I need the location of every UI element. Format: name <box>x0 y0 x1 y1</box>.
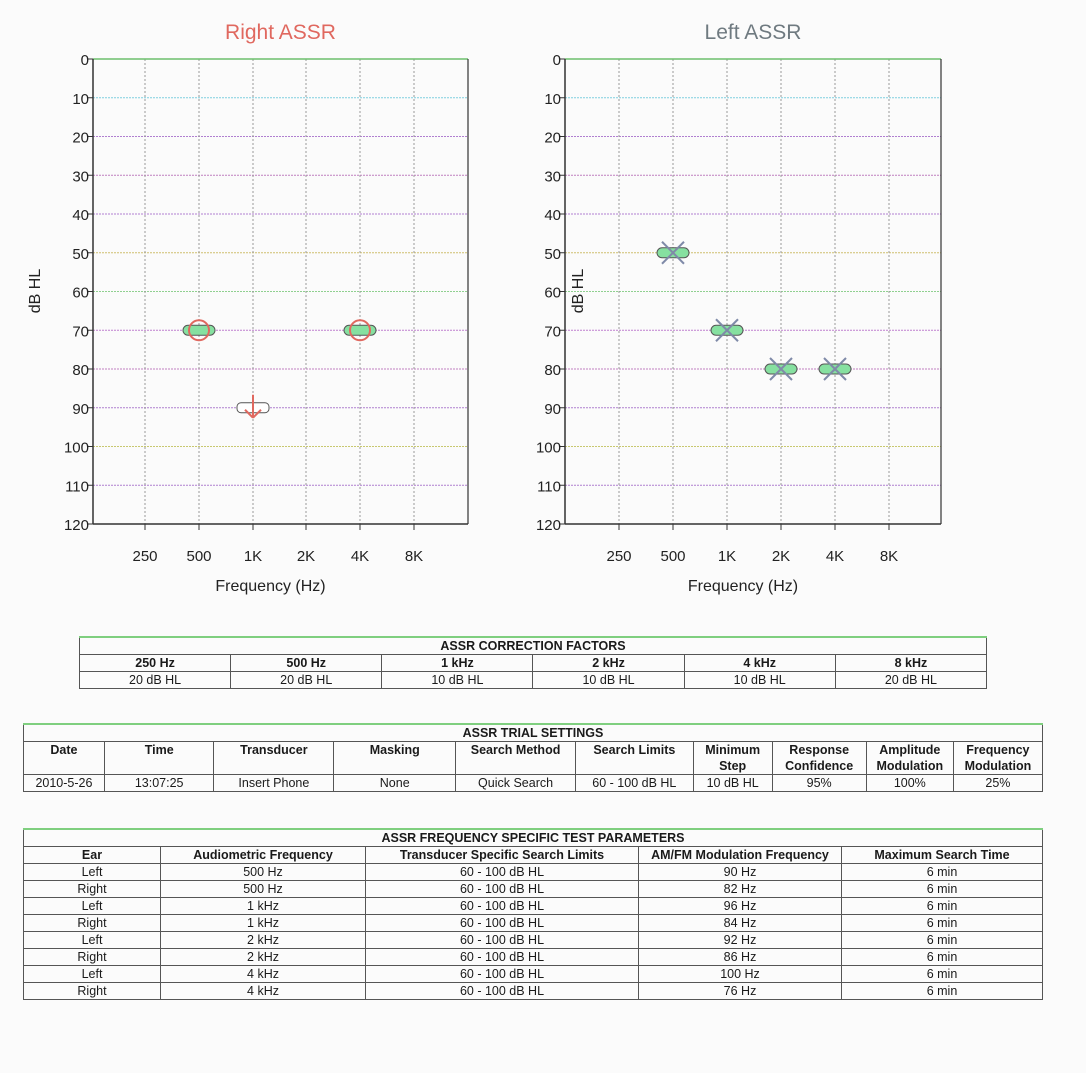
chart-title: Left ASSR <box>704 21 802 44</box>
params-cell: 500 Hz <box>161 864 366 881</box>
params-cell: 86 Hz <box>639 949 842 966</box>
y-tick-label: 20 <box>72 129 89 147</box>
y-tick-label: 70 <box>72 323 89 341</box>
correction-value: 20 dB HL <box>231 672 382 689</box>
y-tick-label: 40 <box>544 207 561 224</box>
params-cell: 60 - 100 dB HL <box>366 898 639 915</box>
x-tick-label: 2K <box>296 548 316 565</box>
trial-settings-table <box>23 723 1043 792</box>
params-header: AM/FM Modulation Frequency <box>639 847 842 864</box>
correction-header: 4 kHz <box>684 655 835 672</box>
trial-header: Search Method <box>456 742 576 775</box>
trial-header: Date <box>24 742 105 775</box>
y-tick-label: 90 <box>544 400 561 418</box>
params-cell: 90 Hz <box>639 864 842 881</box>
correction-factors-table <box>79 636 987 689</box>
params-header: Ear <box>24 847 161 864</box>
params-cell: 6 min <box>842 983 1043 1000</box>
params-cell: 6 min <box>842 949 1043 966</box>
y-tick-label: 120 <box>63 517 89 534</box>
params-cell: 84 Hz <box>639 915 842 932</box>
y-axis-label: dB HL <box>570 268 587 314</box>
params-cell: Right <box>24 915 161 932</box>
correction-value: 10 dB HL <box>533 672 684 689</box>
params-cell: 4 kHz <box>161 983 366 1000</box>
correction-header: 250 Hz <box>80 655 231 672</box>
trial-header: Search Limits <box>575 742 693 775</box>
y-tick-label: 110 <box>537 478 561 496</box>
trial-header: Minimum Step <box>693 742 772 775</box>
left-assr-audiogram <box>535 0 1086 610</box>
correction-value: 20 dB HL <box>80 672 231 689</box>
correction-header: 2 kHz <box>533 655 684 672</box>
x-tick-label: 500 <box>186 548 212 565</box>
trial-value: 60 - 100 dB HL <box>575 775 693 792</box>
data-point-bar <box>344 325 376 335</box>
table-row <box>24 915 1043 932</box>
y-tick-label: 60 <box>544 284 561 302</box>
params-cell: Left <box>24 898 161 915</box>
table-row <box>24 983 1043 1000</box>
params-cell: 82 Hz <box>639 881 842 898</box>
y-tick-label: 100 <box>535 439 561 457</box>
y-tick-label: 50 <box>72 245 89 263</box>
params-cell: 96 Hz <box>639 898 842 915</box>
correction-value: 20 dB HL <box>835 672 986 689</box>
trial-header: Response Confidence <box>772 742 866 775</box>
table-row <box>24 949 1043 966</box>
trial-header: Amplitude Modulation <box>866 742 953 775</box>
y-tick-label: 100 <box>63 439 89 457</box>
params-cell: Right <box>24 983 161 1000</box>
params-cell: 60 - 100 dB HL <box>366 915 639 932</box>
params-cell: 1 kHz <box>161 915 366 932</box>
y-tick-label: 50 <box>544 245 561 263</box>
params-cell: 92 Hz <box>639 932 842 949</box>
correction-header: 8 kHz <box>835 655 986 672</box>
params-cell: 6 min <box>842 966 1043 983</box>
params-cell: 4 kHz <box>161 966 366 983</box>
data-point-bar <box>183 325 215 335</box>
params-cell: 1 kHz <box>161 898 366 915</box>
params-header: Audiometric Frequency <box>161 847 366 864</box>
trial-value: 13:07:25 <box>104 775 214 792</box>
params-cell: Left <box>24 932 161 949</box>
params-cell: 6 min <box>842 898 1043 915</box>
params-cell: 2 kHz <box>161 949 366 966</box>
x-tick-label: 500 <box>660 548 686 565</box>
correction-factors-title: ASSR CORRECTION FACTORS <box>80 637 987 655</box>
trial-header: Frequency Modulation <box>953 742 1042 775</box>
params-cell: 6 min <box>842 881 1043 898</box>
trial-value: Insert Phone <box>214 775 334 792</box>
trial-header: Time <box>104 742 214 775</box>
y-axis-label: dB HL <box>27 268 44 314</box>
y-tick-label: 40 <box>72 207 89 224</box>
y-tick-label: 0 <box>552 52 561 69</box>
params-cell: 60 - 100 dB HL <box>366 932 639 949</box>
params-cell: Left <box>24 966 161 983</box>
params-cell: Right <box>24 881 161 898</box>
trial-value: 100% <box>866 775 953 792</box>
table-row <box>24 898 1043 915</box>
params-cell: 6 min <box>842 915 1043 932</box>
trial-value: 10 dB HL <box>693 775 772 792</box>
correction-value: 10 dB HL <box>684 672 835 689</box>
params-cell: 76 Hz <box>639 983 842 1000</box>
trial-value: 25% <box>953 775 1042 792</box>
correction-header: 500 Hz <box>231 655 382 672</box>
params-cell: 2 kHz <box>161 932 366 949</box>
x-tick-label: 1K <box>717 548 737 565</box>
correction-header: 1 kHz <box>382 655 533 672</box>
x-tick-label: 8K <box>404 548 424 565</box>
params-cell: 6 min <box>842 932 1043 949</box>
params-cell: 500 Hz <box>161 881 366 898</box>
trial-value: 2010-5-26 <box>24 775 105 792</box>
params-cell: Right <box>24 949 161 966</box>
table-row <box>24 932 1043 949</box>
correction-value: 10 dB HL <box>382 672 533 689</box>
params-cell: 100 Hz <box>639 966 842 983</box>
params-cell: 60 - 100 dB HL <box>366 881 639 898</box>
trial-value: Quick Search <box>456 775 576 792</box>
x-tick-label: 2K <box>771 548 791 565</box>
x-tick-label: 4K <box>825 548 845 565</box>
params-header: Transducer Specific Search Limits <box>366 847 639 864</box>
params-cell: 60 - 100 dB HL <box>366 983 639 1000</box>
x-tick-label: 250 <box>606 548 632 565</box>
y-tick-label: 120 <box>535 517 561 534</box>
trial-header: Transducer <box>214 742 334 775</box>
y-tick-label: 110 <box>65 478 89 496</box>
test-parameters-table <box>23 828 1043 1000</box>
x-axis-label: Frequency (Hz) <box>215 578 326 595</box>
table-row <box>24 881 1043 898</box>
y-tick-label: 30 <box>72 168 89 186</box>
trial-value: 95% <box>772 775 866 792</box>
y-tick-label: 20 <box>544 129 561 147</box>
trial-settings-title: ASSR TRIAL SETTINGS <box>24 724 1043 742</box>
y-tick-label: 80 <box>72 362 89 379</box>
y-tick-label: 0 <box>80 52 89 69</box>
y-tick-label: 70 <box>544 323 561 341</box>
params-header: Maximum Search Time <box>842 847 1043 864</box>
table-row <box>24 966 1043 983</box>
y-tick-label: 30 <box>544 168 561 186</box>
params-cell: 6 min <box>842 864 1043 881</box>
params-cell: Left <box>24 864 161 881</box>
chart-title: Right ASSR <box>225 21 336 44</box>
y-tick-label: 90 <box>72 400 89 418</box>
y-tick-label: 10 <box>72 90 89 108</box>
trial-value: None <box>334 775 456 792</box>
y-tick-label: 10 <box>544 90 561 108</box>
trial-header: Masking <box>334 742 456 775</box>
x-axis-label: Frequency (Hz) <box>687 578 799 595</box>
x-tick-label: 4K <box>350 548 370 565</box>
params-cell: 60 - 100 dB HL <box>366 864 639 881</box>
table-row <box>24 864 1043 881</box>
params-cell: 60 - 100 dB HL <box>366 966 639 983</box>
y-tick-label: 80 <box>544 362 561 379</box>
x-tick-label: 8K <box>879 548 899 565</box>
params-cell: 60 - 100 dB HL <box>366 949 639 966</box>
right-assr-audiogram <box>0 0 543 610</box>
test-parameters-title: ASSR FREQUENCY SPECIFIC TEST PARAMETERS <box>24 829 1043 847</box>
y-tick-label: 60 <box>72 284 89 302</box>
x-tick-label: 250 <box>132 548 158 565</box>
x-tick-label: 1K <box>243 548 263 565</box>
